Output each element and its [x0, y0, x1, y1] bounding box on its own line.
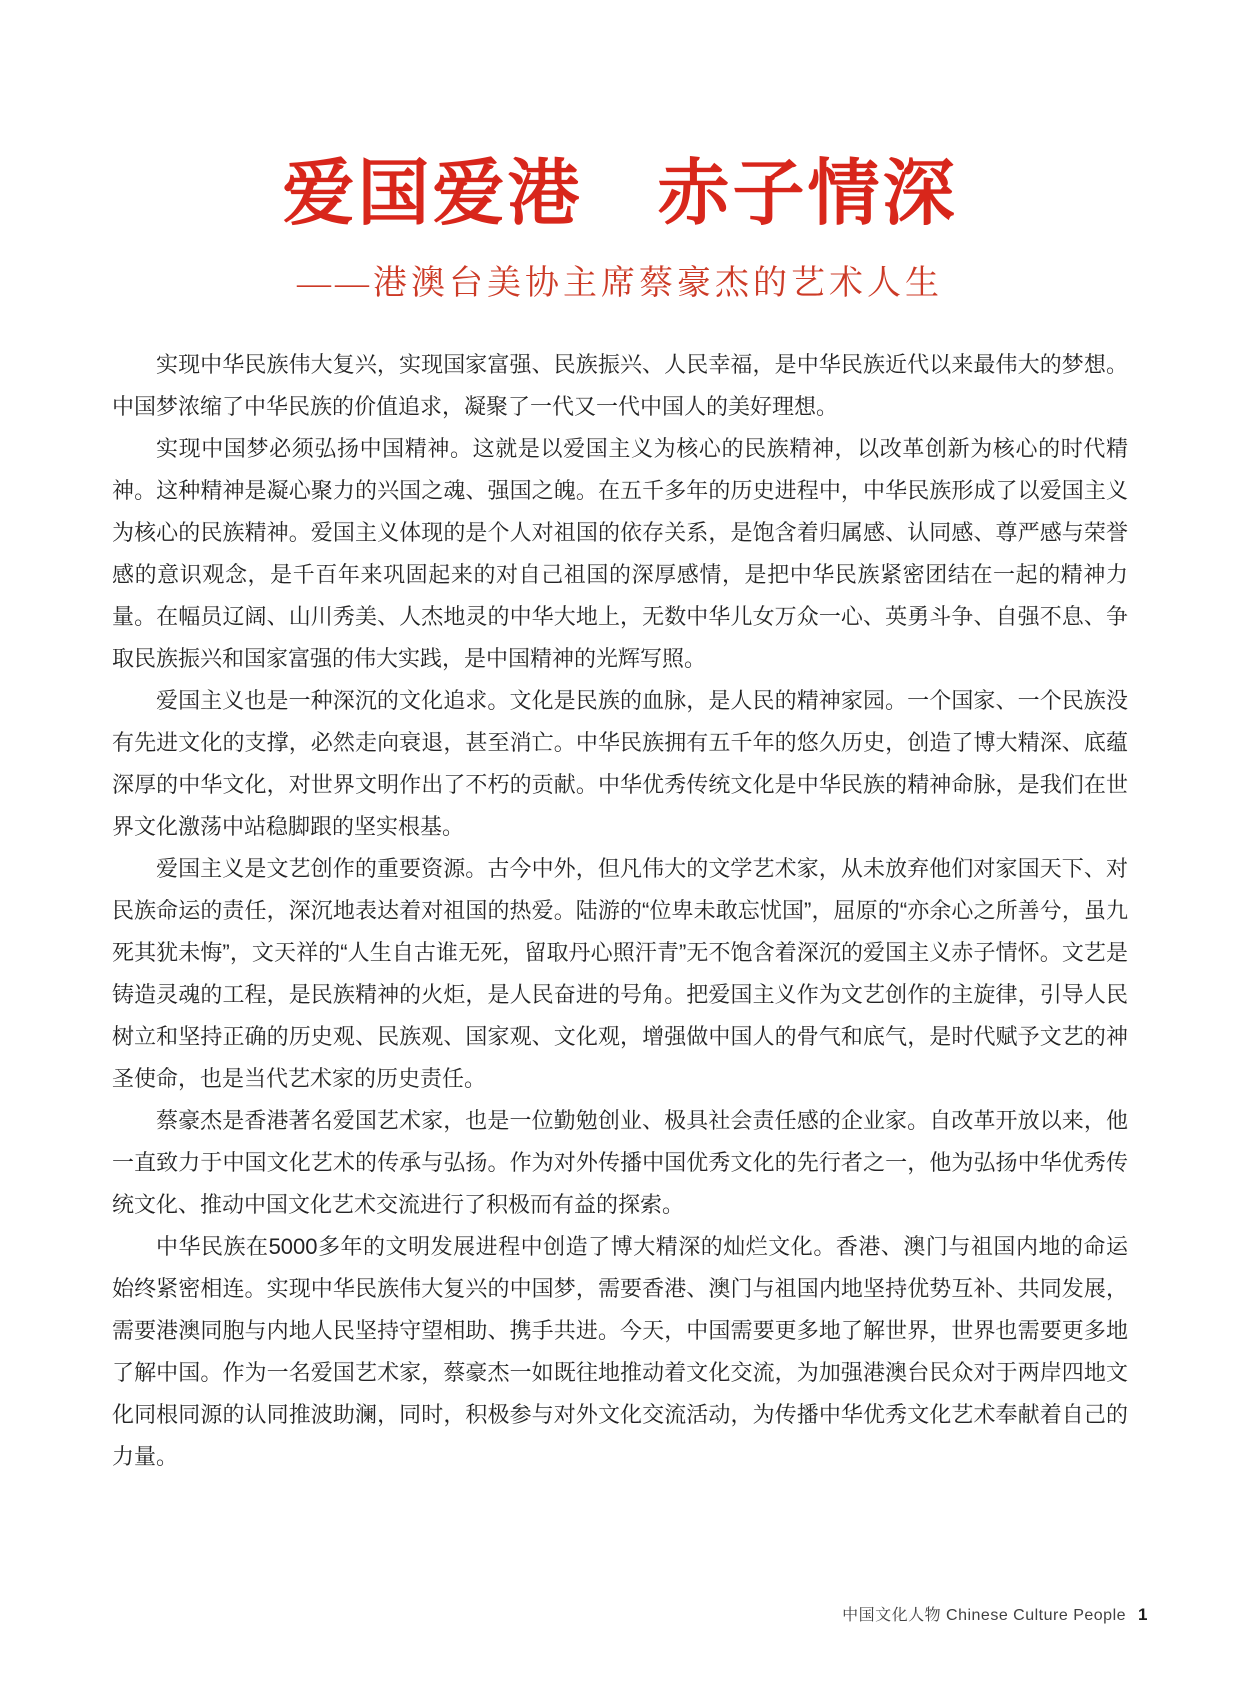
body-paragraph: 中华民族在5000多年的文明发展进程中创造了博大精深的灿烂文化。香港、澳门与祖国内地的命运始终紧密相连。实现中华民族伟大复兴的中国梦，需要香港、澳门与祖国内地坚持优势互补、共同发展，需要港澳同胞与内地人民坚持守望相助、携手共进。今天，中国需要更多地了解世界，世界也需要更多地了解中国。作为一名爱国艺术家，蔡豪杰一如既往地推动着文化交流，为加强港澳台民众对于两岸四地文化同根同源的认同推波助澜，同时，积极参与对外文化交流活动，为传播中华优秀文化艺术奉献着自己的力量。	[112, 1234, 1128, 1469]
article-body	[112, 344, 1128, 1478]
body-paragraph: 蔡豪杰是香港著名爱国艺术家，也是一位勤勉创业、极具社会责任感的企业家。自改革开放以来，他一直致力于中国文化艺术的传承与弘扬。作为对外传播中国优秀文化的先行者之一，他为弘扬中华优秀传统文化、推动中国文化艺术交流进行了积极而有益的探索。	[112, 1108, 1128, 1217]
body-paragraph: 爱国主义是文艺创作的重要资源。古今中外，但凡伟大的文学艺术家，从未放弃他们对家国天下、对民族命运的责任，深沉地表达着对祖国的热爱。陆游的“位卑未敢忘忧国”，屈原的“亦余心之所善兮，虽九死其犹未悔”，文天祥的“人生自古谁无死，留取丹心照汗青”无不饱含着深沉的爱国主义赤子情怀。文艺是铸造灵魂的工程，是民族精神的火炬，是人民奋进的号角。把爱国主义作为文艺创作的主旋律，引导人民树立和坚持正确的历史观、民族观、国家观、文化观，增强做中国人的骨气和底气，是时代赋予文艺的神圣使命，也是当代艺术家的历史责任。	[112, 856, 1128, 1091]
body-paragraph: 实现中国梦必须弘扬中国精神。这就是以爱国主义为核心的民族精神，以改革创新为核心的时代精神。这种精神是凝心聚力的兴国之魂、强国之魄。在五千多年的历史进程中，中华民族形成了以爱国主义为核心的民族精神。爱国主义体现的是个人对祖国的依存关系，是饱含着归属感、认同感、尊严感与荣誉感的意识观念，是千百年来巩固起来的对自己祖国的深厚感情，是把中华民族紧密团结在一起的精神力量。在幅员辽阔、山川秀美、人杰地灵的中华大地上，无数中华儿女万众一心、英勇斗争、自强不息、争取民族振兴和国家富强的伟大实践，是中国精神的光辉写照。	[112, 436, 1128, 671]
page-number: 1	[1138, 1605, 1148, 1624]
page-title: 爱国爱港 赤子情深	[282, 154, 958, 234]
journal-label: 中国文化人物 Chinese Culture People	[842, 1607, 1127, 1624]
body-paragraph: 实现中华民族伟大复兴，实现国家富强、民族振兴、人民幸福，是中华民族近代以来最伟大的梦想。中国梦浓缩了中华民族的价值追求，凝聚了一代又一代中国人的美好理想。	[112, 352, 1128, 419]
article-heading	[0, 0, 1240, 306]
page-footer	[842, 1602, 1148, 1625]
body-paragraph: 爱国主义也是一种深沉的文化追求。文化是民族的血脉，是人民的精神家园。一个国家、一个民族没有先进文化的支撑，必然走向衰退，甚至消亡。中华民族拥有五千年的悠久历史，创造了博大精深、底蕴深厚的中华文化，对世界文明作出了不朽的贡献。中华优秀传统文化是中华民族的精神命脉，是我们在世界文化激荡中站稳脚跟的坚实根基。	[112, 688, 1128, 839]
page-subtitle: ——港澳台美协主席蔡豪杰的艺术人生	[297, 265, 943, 302]
